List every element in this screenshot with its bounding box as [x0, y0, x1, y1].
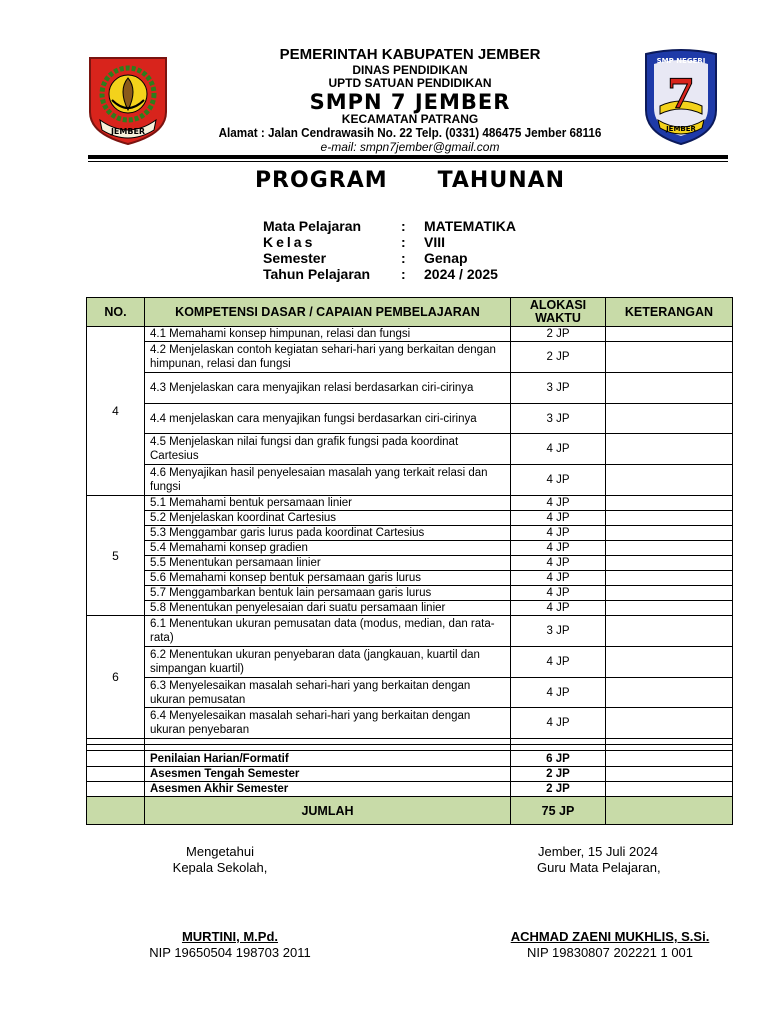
ket-cell: [606, 373, 733, 404]
kd-cell: 6.3 Menyelesaikan masalah sehari-hari yang berkaitan dengan ukuran pemusatan: [145, 678, 511, 708]
kd-cell: 5.2 Menjelaskan koordinat Cartesius: [145, 511, 511, 526]
assessment-jp: 2 JP: [511, 767, 606, 782]
meta-colon: :: [401, 234, 406, 250]
ket-cell: [606, 586, 733, 601]
jp-cell: 4 JP: [511, 496, 606, 511]
signature-right-line2: Guru Mata Pelajaran,: [537, 860, 661, 875]
empty-cell: [87, 797, 145, 825]
jp-cell: 4 JP: [511, 647, 606, 678]
kd-cell: 5.5 Menentukan persamaan linier: [145, 556, 511, 571]
ket-cell: [606, 511, 733, 526]
header-alokasi-line1: ALOKASI: [529, 298, 587, 312]
signature-left-heading: [150, 844, 290, 876]
table-row: [87, 496, 733, 511]
kd-cell: 5.4 Memahami konsep gradien: [145, 541, 511, 556]
jp-cell: 2 JP: [511, 327, 606, 342]
meta-label: Mata Pelajaran: [263, 218, 362, 234]
jp-cell: 4 JP: [511, 556, 606, 571]
header-ket: KETERANGAN: [606, 298, 733, 327]
table-row: [87, 434, 733, 465]
ket-cell: [606, 465, 733, 496]
ket-cell: [606, 556, 733, 571]
jp-cell: 4 JP: [511, 571, 606, 586]
group-number: 5: [87, 496, 145, 616]
jp-cell: 4 JP: [511, 541, 606, 556]
jp-cell: 3 JP: [511, 616, 606, 647]
group-number: 4: [87, 327, 145, 496]
signature-right-name-block: [490, 929, 730, 961]
signature-left-line2: Kepala Sekolah,: [172, 860, 268, 875]
meta-label: Kelas: [263, 234, 316, 250]
header-alokasi-line2: WAKTU: [535, 311, 581, 325]
meta-value: Genap: [424, 250, 468, 266]
table-row: [87, 586, 733, 601]
teacher-nip: NIP 19830807 202221 1 001: [526, 945, 694, 960]
annual-program-table: [86, 297, 733, 825]
assessment-row: [87, 767, 733, 782]
letterhead-rule-thin: [88, 161, 728, 162]
empty-cell: [87, 767, 145, 782]
header-alokasi: [511, 298, 606, 327]
total-value: 75 JP: [511, 797, 606, 825]
ket-cell: [606, 496, 733, 511]
ket-cell: [606, 571, 733, 586]
table-row: [87, 342, 733, 373]
table-row: [87, 556, 733, 571]
kd-cell: 5.6 Memahami konsep bentuk persamaan garis lurus: [145, 571, 511, 586]
jp-cell: 3 JP: [511, 404, 606, 434]
kd-cell: 4.1 Memahami konsep himpunan, relasi dan fungsi: [145, 327, 511, 342]
ket-cell: [606, 541, 733, 556]
table-row: [87, 708, 733, 739]
school-email: e-mail: smpn7jember@gmail.com: [320, 140, 500, 154]
ket-cell: [606, 526, 733, 541]
group-number: 6: [87, 616, 145, 739]
ket-cell: [606, 434, 733, 465]
kd-cell: 6.4 Menyelesaikan masalah sehari-hari yang berkaitan dengan ukuran penyebaran: [145, 708, 511, 739]
table-row: [87, 541, 733, 556]
kd-cell: 4.4 menjelaskan cara menyajikan fungsi berdasarkan ciri-cirinya: [145, 404, 511, 434]
kd-cell: 4.5 Menjelaskan nilai fungsi dan grafik fungsi pada koordinat Cartesius: [145, 434, 511, 465]
signature-left-line1: Mengetahui: [186, 844, 254, 859]
table-row: [87, 373, 733, 404]
ket-cell: [606, 342, 733, 373]
logo-left-text: JEMBER: [110, 127, 146, 136]
kd-cell: 5.7 Menggambarkan bentuk lain persamaan garis lurus: [145, 586, 511, 601]
kd-cell: 6.1 Menentukan ukuran pemusatan data (modus, median, dan rata-rata): [145, 616, 511, 647]
teacher-name: ACHMAD ZAENI MUKHLIS, S.Si.: [510, 929, 710, 944]
kd-cell: 6.2 Menentukan ukuran penyebaran data (jangkauan, kuartil dan simpangan kuartil): [145, 647, 511, 678]
agency-heading: DINAS PENDIDIKAN: [352, 63, 468, 77]
kd-cell: 4.3 Menjelaskan cara menyajikan relasi berdasarkan ciri-cirinya: [145, 373, 511, 404]
table-row: [87, 465, 733, 496]
jember-regency-emblem: [86, 54, 170, 146]
ket-cell: [606, 678, 733, 708]
jp-cell: 4 JP: [511, 708, 606, 739]
header-no: NO.: [87, 298, 145, 327]
letterhead-rule-thick: [88, 155, 728, 159]
meta-value: MATEMATIKA: [424, 218, 517, 234]
jp-cell: 4 JP: [511, 465, 606, 496]
assessment-label: Penilaian Harian/Formatif: [145, 751, 511, 767]
empty-cell: [606, 797, 733, 825]
empty-cell: [87, 782, 145, 797]
table-row: [87, 601, 733, 616]
assessment-row: [87, 751, 733, 767]
table-row: [87, 647, 733, 678]
table-row: [87, 327, 733, 342]
ket-cell: [606, 767, 733, 782]
table-row: [87, 526, 733, 541]
ket-cell: [606, 708, 733, 739]
kd-cell: 4.2 Menjelaskan contoh kegiatan sehari-hari yang berkaitan dengan himpunan, relasi dan fungsi: [145, 342, 511, 373]
jp-cell: 4 JP: [511, 511, 606, 526]
meta-label: Tahun Pelajaran: [263, 266, 371, 282]
assessment-jp: 6 JP: [511, 751, 606, 767]
empty-cell: [87, 751, 145, 767]
table-row: [87, 404, 733, 434]
table-row: [87, 511, 733, 526]
unit-heading: UPTD SATUAN PENDIDIKAN: [328, 76, 492, 90]
district-heading: KECAMATAN PATRANG: [341, 112, 479, 126]
assessment-jp: 2 JP: [511, 782, 606, 797]
meta-colon: :: [401, 266, 406, 282]
jp-cell: 4 JP: [511, 586, 606, 601]
kd-cell: 5.3 Menggambar garis lurus pada koordinat Cartesius: [145, 526, 511, 541]
school-address: Alamat : Jalan Cendrawasih No. 22 Telp. (0331) 486475 Jember 68116: [218, 125, 602, 140]
meta-label: Semester: [263, 250, 327, 266]
gov-heading: PEMERINTAH KABUPATEN JEMBER: [279, 46, 541, 63]
signature-right-line1: Jember, 15 Juli 2024: [538, 844, 658, 859]
jp-cell: 4 JP: [511, 434, 606, 465]
school-logo: [640, 48, 722, 146]
logo-right-bottom-text: JEMBER: [666, 125, 696, 133]
meta-value: 2024 / 2025: [424, 266, 498, 282]
total-label: JUMLAH: [145, 797, 511, 825]
signature-left-name-block: [120, 929, 340, 961]
principal-name: MURTINI, M.Pd.: [181, 929, 279, 944]
table-row: [87, 571, 733, 586]
jp-cell: 4 JP: [511, 526, 606, 541]
principal-nip: NIP 19650504 198703 2011: [149, 945, 311, 960]
total-row: [87, 797, 733, 825]
ket-cell: [606, 327, 733, 342]
logo-right-top-text: SMP NEGERI: [656, 57, 706, 65]
header-kd: KOMPETENSI DASAR / CAPAIAN PEMBELAJARAN: [145, 298, 511, 327]
table-row: [87, 678, 733, 708]
kd-cell: 4.6 Menyajikan hasil penyelesaian masalah yang terkait relasi dan fungsi: [145, 465, 511, 496]
ket-cell: [606, 647, 733, 678]
table-header-row: [87, 298, 733, 327]
logo-right-number: 7: [667, 71, 695, 118]
jp-cell: 2 JP: [511, 342, 606, 373]
school-name: SMPN 7 JEMBER: [309, 90, 511, 114]
jp-cell: 4 JP: [511, 678, 606, 708]
ket-cell: [606, 601, 733, 616]
meta-colon: :: [401, 250, 406, 266]
ket-cell: [606, 751, 733, 767]
assessment-label: Asesmen Tengah Semester: [145, 767, 511, 782]
ket-cell: [606, 782, 733, 797]
jp-cell: 4 JP: [511, 601, 606, 616]
kd-cell: 5.8 Menentukan penyelesaian dari suatu persamaan linier: [145, 601, 511, 616]
assessment-label: Asesmen Akhir Semester: [145, 782, 511, 797]
assessment-row: [87, 782, 733, 797]
jp-cell: 3 JP: [511, 373, 606, 404]
ket-cell: [606, 404, 733, 434]
meta-value: VIII: [424, 234, 446, 250]
ket-cell: [606, 616, 733, 647]
table-row: [87, 616, 733, 647]
document-title: PROGRAM TAHUNAN: [254, 168, 566, 193]
kd-cell: 5.1 Memahami bentuk persamaan linier: [145, 496, 511, 511]
meta-colon: :: [401, 218, 406, 234]
signature-right-heading: [520, 844, 680, 876]
